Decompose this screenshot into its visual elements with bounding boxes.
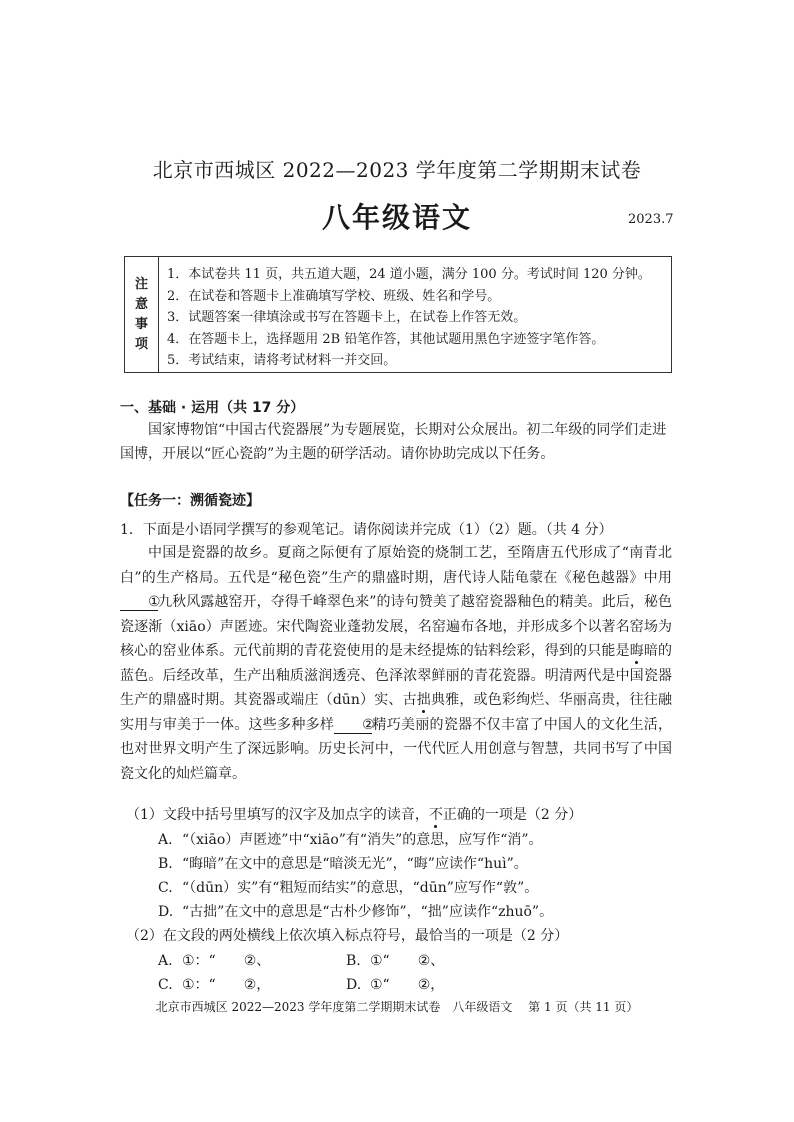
passage-text: 九秋风露越窑开，夺得千峰翠色来”的诗句赞美了越窑瓷器釉色的精美。此后，秘色瓷逐渐（xiāo）声匿迹。宋代陶瓷业蓬勃发展，名窑遍布各地，并形成多个以著名窑场为核心的窑业体系。元代前期的青花瓷使用的是未经提炼的钴料绘彩，得到的只能是 — [120, 594, 672, 659]
dotted-char: 晦 — [629, 643, 644, 659]
sub-question-text: 正确的一项是（2 分） — [442, 807, 583, 823]
option-a[interactable] — [158, 950, 270, 970]
reading-passage — [120, 541, 672, 786]
option-text: “晦暗”在文中的意思是“暗淡无光”，“晦”应读作“huì”。 — [182, 856, 528, 872]
exam-title: 北京市西城区 2022—2023 学年度第二学期期末试卷 — [152, 158, 642, 182]
exam-date: 2023.7 — [628, 212, 674, 227]
option-letter: B. — [346, 953, 361, 969]
option-letter: D. — [158, 904, 174, 920]
sub-question-text: （1）文段中括号里填写的汉字及加点字的读音， — [126, 807, 429, 823]
option-letter: B. — [158, 856, 173, 872]
notice-label-char: 事 — [134, 316, 148, 332]
notice-label-char: 注 — [134, 276, 148, 292]
notice-item: 2．在试卷和答题卡上准确填写学校、班级、姓名和学号。 — [167, 288, 501, 304]
option-text: ①“ ②， — [370, 977, 445, 993]
subject-title: 八年级语文 — [321, 201, 472, 234]
dotted-char: 不 — [428, 807, 443, 823]
passage-text: 精巧美丽的瓷器不仅丰富了中国人的文化生活，也对世界文明产生了深远影响。历史长河中，一代代匠人用创意与智慧，共同书写了中国瓷文化的灿烂篇章。 — [120, 716, 673, 782]
option-text: ①：“ ②， — [182, 977, 271, 993]
section-intro: 国家博物馆“中国古代瓷器展”为专题展览，长期对公众展出。初二年级的同学们走进国博，开展以“匠心瓷韵”为主题的研学活动。请你协助完成以下任务。 — [120, 422, 667, 462]
option-c[interactable] — [158, 877, 538, 897]
passage-text: 中国是瓷器的故乡。夏商之际便有了原始瓷的烧制工艺，至隋唐五代形成了“南青北白”的生产格局。五代是“秘色瓷”生产的鼎盛时期，唐代诗人陆龟蒙在《秘色越器》中用 — [120, 545, 672, 586]
notice-item: 4．在答题卡上，选择题用 2B 铅笔作答，其他试题用黑色字迹签字笔作答。 — [167, 331, 605, 347]
passage-text: 暗的蓝色。后经改革，生产出釉质滋润透亮、色泽浓翠鲜丽的青花瓷器。明清两代是中国瓷器生产的鼎盛时期。其瓷器或端庄（dūn）实、古 — [120, 643, 673, 708]
option-text: “（dūn）实”有“粗短而结实”的意思，“dūn”应写作“敦”。 — [182, 880, 539, 896]
notice-item: 5．考试结束，请将考试材料一并交回。 — [167, 353, 397, 368]
notice-label-char: 项 — [134, 336, 148, 352]
blank-1: ① — [120, 594, 158, 611]
option-text: ①“ ②、 — [370, 953, 445, 969]
dotted-char: 拙 — [416, 692, 431, 708]
option-letter: C. — [158, 977, 173, 993]
option-text: “（xiāo）声匿迹”中“xiāo”有“消失”的意思，应写作“消”。 — [182, 832, 543, 848]
option-letter: A. — [158, 832, 173, 848]
page-footer: 北京市西城区 2022—2023 学年度第二学期期末试卷 八年级语文 第 1 页（共 11 页） — [155, 1000, 639, 1014]
notice-item: 1．本试卷共 11 页，共五道大题，24 道小题，满分 100 分。考试时间 120 分钟。 — [167, 267, 651, 282]
notice-list — [159, 257, 671, 372]
option-c[interactable] — [158, 974, 270, 994]
section-heading: 一、基础 · 运用（共 17 分） — [120, 400, 305, 416]
question-stem: 1．下面是小语同学撰写的参观笔记。请你阅读并完成（1）（2）题。（共 4 分） — [120, 522, 613, 538]
blank-2: ② — [334, 717, 372, 734]
option-text: ①：“ ②、 — [182, 953, 271, 969]
option-d[interactable] — [346, 974, 444, 994]
notice-box — [124, 256, 672, 373]
option-text: “古拙”在文中的意思是“古朴少修饰”，“拙”应读作“zhuō”。 — [182, 904, 554, 920]
sub-question-1 — [126, 804, 582, 824]
task-heading: 【任务一：溯循瓷迹】 — [120, 493, 260, 509]
passage-text: 典雅，或色彩绚烂、华丽高贵，往往融实用与审美于一体。这些多种多样 — [120, 692, 673, 733]
option-letter: A. — [158, 953, 173, 969]
option-letter: D. — [346, 977, 362, 993]
option-a[interactable] — [158, 829, 543, 849]
option-d[interactable] — [158, 901, 553, 921]
option-letter: C. — [158, 880, 173, 896]
sub-question-2: （2）在文段的两处横线上依次填入标点符号，最恰当的一项是（2 分） — [126, 928, 569, 944]
notice-label — [125, 257, 159, 372]
option-b[interactable] — [346, 950, 444, 970]
option-b[interactable] — [158, 853, 528, 873]
notice-label-char: 意 — [134, 296, 148, 312]
notice-item: 3．试题答案一律填涂或书写在答题卡上，在试卷上作答无效。 — [167, 310, 527, 325]
